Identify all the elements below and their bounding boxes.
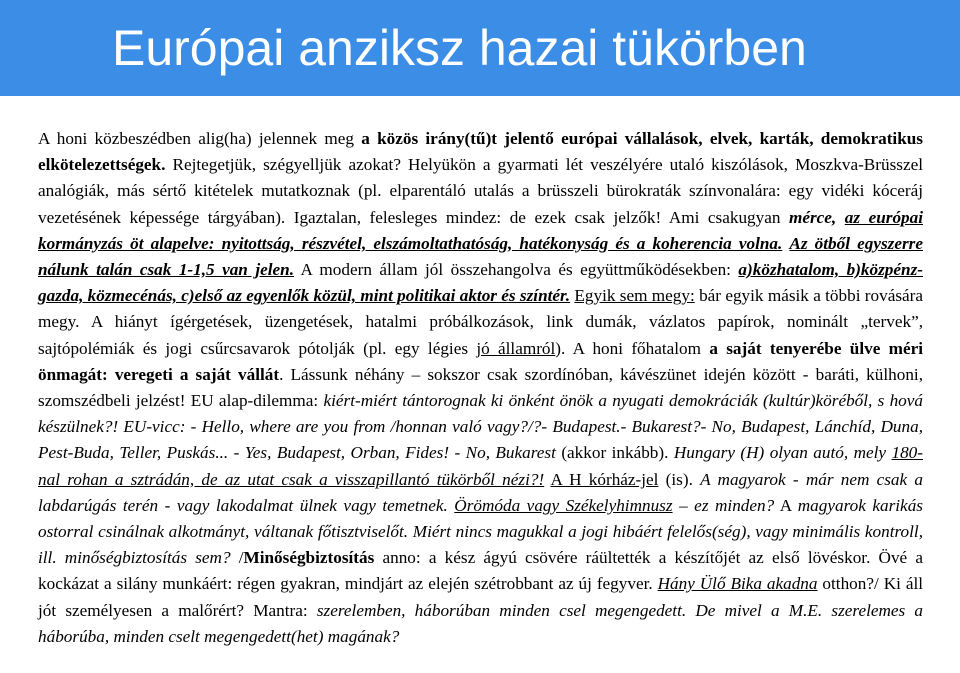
- text-segment: bár egyik másik a többi rovására megy. A hiányt ígérgetések, üzengetések, hatalmi próbálkozások, link dumák, vázlatos papírok, nominált „tervek”, sajtópolémiák és jogi csűrcsavarok pótolják (pl. egy légies: [38, 286, 924, 358]
- text-segment: A magyarok - már nem csak a labdarúgás terén - vagy lakodalmat ülnek vagy temetnek.: [38, 469, 923, 515]
- text-segment: A modern állam jól összehangolva és együttműködésekben:: [294, 260, 739, 280]
- text-segment: az európai kormányzás öt alapelve: nyitottság, részvétel, elszámoltathatóság, hatékonyság és a koherencia volna.: [38, 207, 924, 253]
- text-segment: Hány Ülő Bika akadna: [657, 574, 818, 594]
- slide-title: Európai anziksz hazai tükörben: [112, 20, 807, 76]
- text-segment: otthon?/ Ki áll jót személyesen a malőrért? Mantra:: [38, 574, 923, 620]
- text-segment: A H kórház-jel: [550, 469, 659, 489]
- text-segment: /: [230, 548, 244, 568]
- text-segment: Hungary (H) olyan autó, mely: [673, 443, 892, 463]
- text-segment: a közös irány(tű)t jelentő európai vállalások, elvek, karták, demokratikus elkötelezettségek.: [38, 129, 923, 175]
- text-segment: mérce,: [788, 207, 845, 227]
- text-segment: szerelemben, háborúban minden csel megengedett. De mivel a M.E. szerelemes a háborúba, minden cselt megengedett(het) magának?: [38, 600, 923, 646]
- text-segment: Az ötből egyszerre nálunk talán csak 1-1,5 van jelen.: [38, 233, 923, 280]
- text-segment: anno: a kész ágyú csövére ráültették a készítőjét az első lövéskor. Övé a kockázat a silány munkáért: régen gyakran, mindjárt az elején szétrobbant az új fegyver.: [38, 548, 923, 594]
- text-segment: (akkor inkább).: [555, 443, 674, 463]
- text-segment: (is).: [658, 469, 701, 489]
- text-segment: Rejtegetjük, szégyelljük azokat? Helyükön a gyarmati lét veszélyére utaló kiszólások, Moszkva-Brüsszel analógiák, más sértő kitételek mutatkoznak (pl. elparentáló utalás a brüsszeli bürokraták színvonalára: egy vidéki kóceráj vezetésének képessége tárgyában). Igaztalan, felesleges mindez: de ezek csak jelzők! Ami csakugyan: [38, 155, 923, 227]
- body-paragraph: [38, 126, 923, 650]
- text-segment: a saját tenyerébe ülve méri önmagát: veregeti a saját vállát: [38, 338, 923, 384]
- text-segment: Egyik sem megy:: [574, 286, 695, 306]
- text-segment: Minőségbiztosítás: [243, 548, 375, 568]
- text-segment: 180-nal rohan a sztrádán, de az utat csak a visszapillantó tükörből nézi?!: [38, 443, 923, 489]
- text-segment: Örömóda vagy Székelyhimnusz: [454, 495, 673, 515]
- text-segment: magyarok karikás ostorral csinálnak alkotmányt, váltanak főtisztviselőt. Miért nincs magukkal a jogi hibáért felelős(ség), vagy minimális kontroll, ill. minőségbiztosítás sem?: [38, 495, 923, 568]
- text-segment: jó államról: [476, 338, 556, 358]
- text-segment: A: [774, 495, 798, 515]
- text-segment: . Lássunk néhány – sokszor csak szordínóban, kávészünet idején között - baráti, külhoni, szomszédbeli jelzést! EU alap-dilemma:: [38, 364, 923, 411]
- text-segment: a)közhatalom, b)közpénz-gazda, közmecénás, c)első az egyenlők közül, mint politikai aktor és színtér.: [38, 260, 924, 306]
- text-segment: kiért-miért tántorognak ki önként önök a nyugati demokráciák (kultúr)köréből, s hová készülnek?! EU-vicc: - Hello, where are you from /honnan való vagy?/?- Budapest.- Bukarest?- No, Budapest, Lánchíd, Duna, Pest-Buda, Teller, Puskás... - Yes, Budapest, Orban, Fides! - No, Bukarest: [38, 391, 923, 463]
- text-segment: – ez minden?: [672, 495, 775, 515]
- text-segment: ). A honi főhatalom: [555, 338, 710, 358]
- text-segment: A honi közbeszédben alig(ha) jelennek meg: [38, 129, 362, 148]
